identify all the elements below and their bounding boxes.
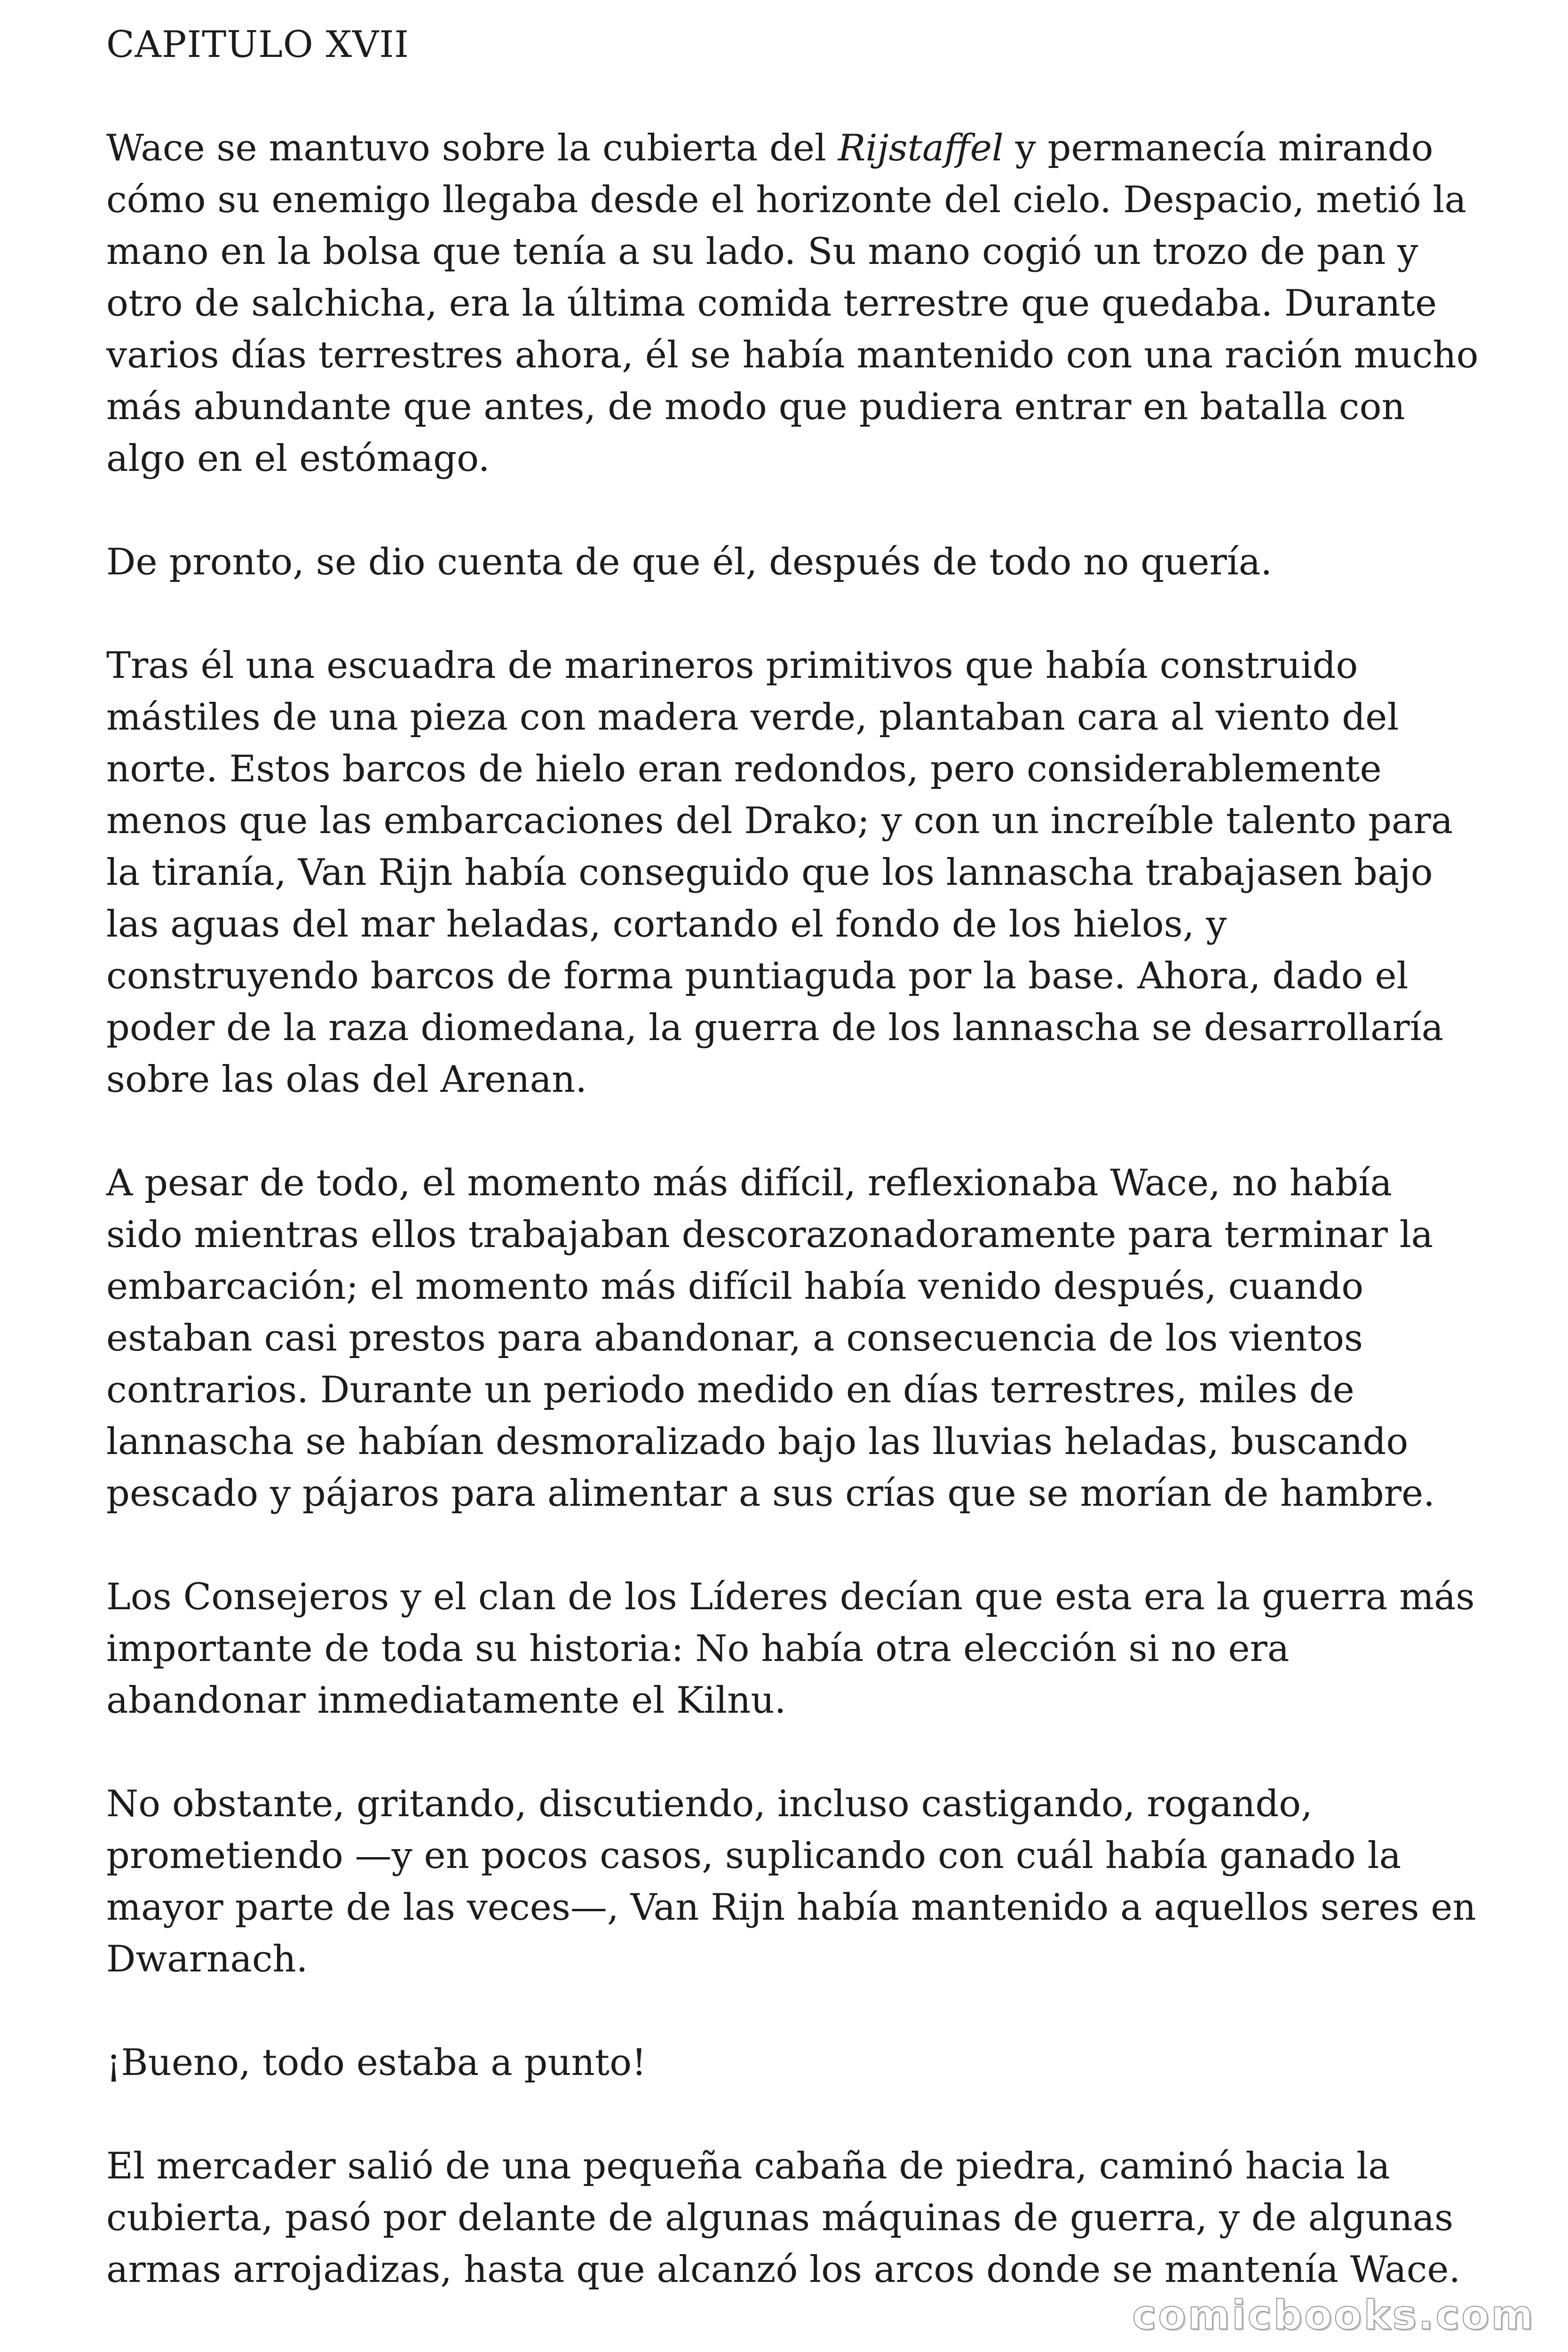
- paragraph-6: No obstante, gritando, discutiendo, incluso castigando, rogando, prometiendo —y en pocos casos, suplicando con cuál había ganado la mayor parte de las veces—, Van Rijn había mantenido a aquellos seres en Dwarnach.: [106, 1783, 1476, 1980]
- chapter-heading: CAPITULO XVII: [106, 24, 410, 66]
- paragraph-3: Tras él una escuadra de marineros primitivos que había construido mástiles de una pieza con madera verde, plantaban cara al viento del norte. Estos barcos de hielo eran redondos, pero considerablemente menos que las embarcaciones del Drako; y con un increíble talento para la tiranía, Van Rijn había conseguido que los lannascha trabajasen bajo las aguas del mar heladas, cortando el fondo de los hielos, y construyendo barcos de forma puntiaguda por la base. Ahora, dado el poder de la raza diomedana, la guerra de los lannascha se desarrollaría sobre las olas del Arenan.: [106, 644, 1453, 1101]
- paragraph-4: A pesar de todo, el momento más difícil, reflexionaba Wace, no había sido mientras ellos trabajaban descorazonadoramente para terminar la embarcación; el momento más difícil había venido después, cuando estaban casi prestos para abandonar, a consecuencia de los vientos contrarios. Durante un periodo medido en días terrestres, miles de lannascha se habían desmoralizado bajo las lluvias heladas, buscando pescado y pájaros para alimentar a sus crías que se morían de hambre.: [106, 1162, 1435, 1515]
- paragraph-1-text-end: y permanecía mirando cómo su enemigo llegaba desde el horizonte del cielo. Despacio, metió la mano en la bolsa que tenía a su lado. Su mano cogió un trozo de pan y otro de salchicha, era la última comida terrestre que quedaba. Durante varios días terrestres ahora, él se había mantenido con una ración mucho más abundante que antes, de modo que pudiera entrar en batalla con algo en el estómago.: [106, 127, 1479, 480]
- watermark: comicbooks.com: [1132, 2292, 1535, 2339]
- paragraph-8: El mercader salió de una pequeña cabaña de piedra, caminó hacia la cubierta, pasó por delante de algunas máquinas de guerra, y de algunas armas arrojadizas, hasta que alcanzó los arcos donde se mantenía Wace.: [106, 2145, 1461, 2291]
- paragraph-5: Los Consejeros y el clan de los Líderes decían que esta era la guerra más importante de toda su historia: No había otra elección si no era abandonar inmediatamente el Kilnu.: [106, 1576, 1475, 1722]
- ship-name: Rijstaffel: [838, 127, 1004, 169]
- paragraph-7: ¡Bueno, todo estaba a punto!: [106, 2042, 647, 2084]
- paragraph-1-text-start: Wace se mantuvo sobre la cubierta del: [106, 127, 838, 169]
- paragraph-2: De pronto, se dio cuenta de que él, después de todo no quería.: [106, 541, 1273, 583]
- paragraph-1: [106, 122, 1480, 485]
- text-column: [106, 19, 1480, 2347]
